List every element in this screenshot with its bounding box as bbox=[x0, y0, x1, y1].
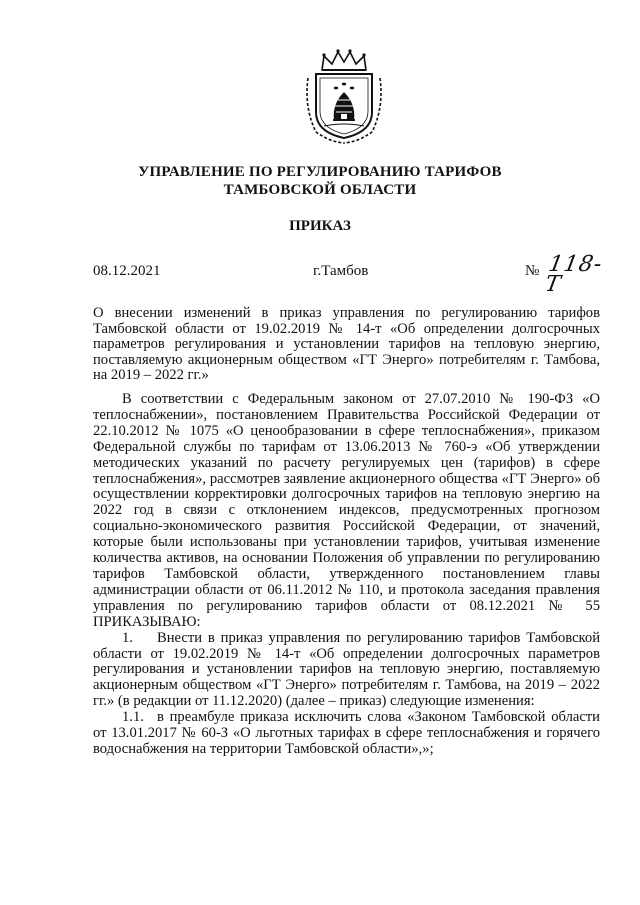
document-body bbox=[93, 392, 600, 758]
tambov-coat-of-arms-icon bbox=[302, 48, 386, 144]
document-number-label: № bbox=[525, 263, 540, 279]
item-1-paragraph bbox=[93, 631, 600, 711]
document-type: ПРИКАЗ bbox=[289, 218, 351, 234]
item-1-1-number: 1.1. bbox=[122, 709, 144, 726]
document-meta bbox=[93, 252, 613, 297]
document-number-handwritten: 118-Т bbox=[543, 252, 605, 297]
item-1-number: 1. bbox=[122, 629, 133, 646]
document-city: г.Тамбов bbox=[313, 263, 369, 279]
organization-region: ТАМБОВСКОЙ ОБЛАСТИ bbox=[223, 182, 417, 198]
document-subject: О внесении изменений в приказ управления по регулированию тарифов Тамбовской области от 19.02.2019 № 14-т «Об определении долгосрочных параметров регулирования и установлении тарифов на тепловую энергию, поставляемую акционерным обществом «ГТ Энерго» потребителям г. Тамбова, на 2019 – 2022 гг.» bbox=[93, 305, 600, 383]
document-date: 08.12.2021 bbox=[93, 263, 161, 279]
item-1-1-paragraph bbox=[93, 710, 600, 758]
organization-title: УПРАВЛЕНИЕ ПО РЕГУЛИРОВАНИЮ ТАРИФОВ bbox=[138, 164, 502, 180]
item-1-text: Внести в приказ управления по регулированию тарифов Тамбовской области от 19.02.2019 № 14-т «Об определении долгосрочных параметров регулирования и установлении тарифов на тепловую энергию, поставляемую акционерным обществом «ГТ Энерго» потребителям г. Тамбова, на 2019 – 2022 гг.» (в редакции от 11.12.2020) (далее – приказ) следующие изменения: bbox=[93, 629, 600, 710]
preamble-paragraph: В соответствии с Федеральным законом от 27.07.2010 № 190-ФЗ «О теплоснабжении», постановлением Правительства Российской Федерации от 22.10.2012 № 1075 «О ценообразовании в сфере теплоснабжения», приказом Федеральной службы по тарифам от 13.06.2013 № 760-э «Об утверждении методических указаний по расчету регулируемых цен (тарифов) в сфере теплоснабжения», рассмотрев заявление акционерного общества «ГТ Энерго» об осуществлении корректировки долгосрочных тарифов на тепловую энергию на 2022 год в связи с отклонением индексов, предусмотренных прогнозом социально-экономического развития Российской Федерации, от значений, которые были использованы при установлении тарифов, учитывая изменение количества активов, на основании Положения об управлении по регулированию тарифов Тамбовской области, утвержденного постановлением главы администрации области от 06.11.2012 № 110, и протокола заседания правления управления по регулированию тарифов области от 08.12.2021 № 55 ПРИКАЗЫВАЮ: bbox=[93, 391, 600, 630]
item-1-1-text: в преамбуле приказа исключить слова «Законом Тамбовской области от 13.01.2017 № 60-З «О льготных тарифах в сфере теплоснабжения и горячего водоснабжения на территории Тамбовской области»,»; bbox=[93, 709, 600, 757]
